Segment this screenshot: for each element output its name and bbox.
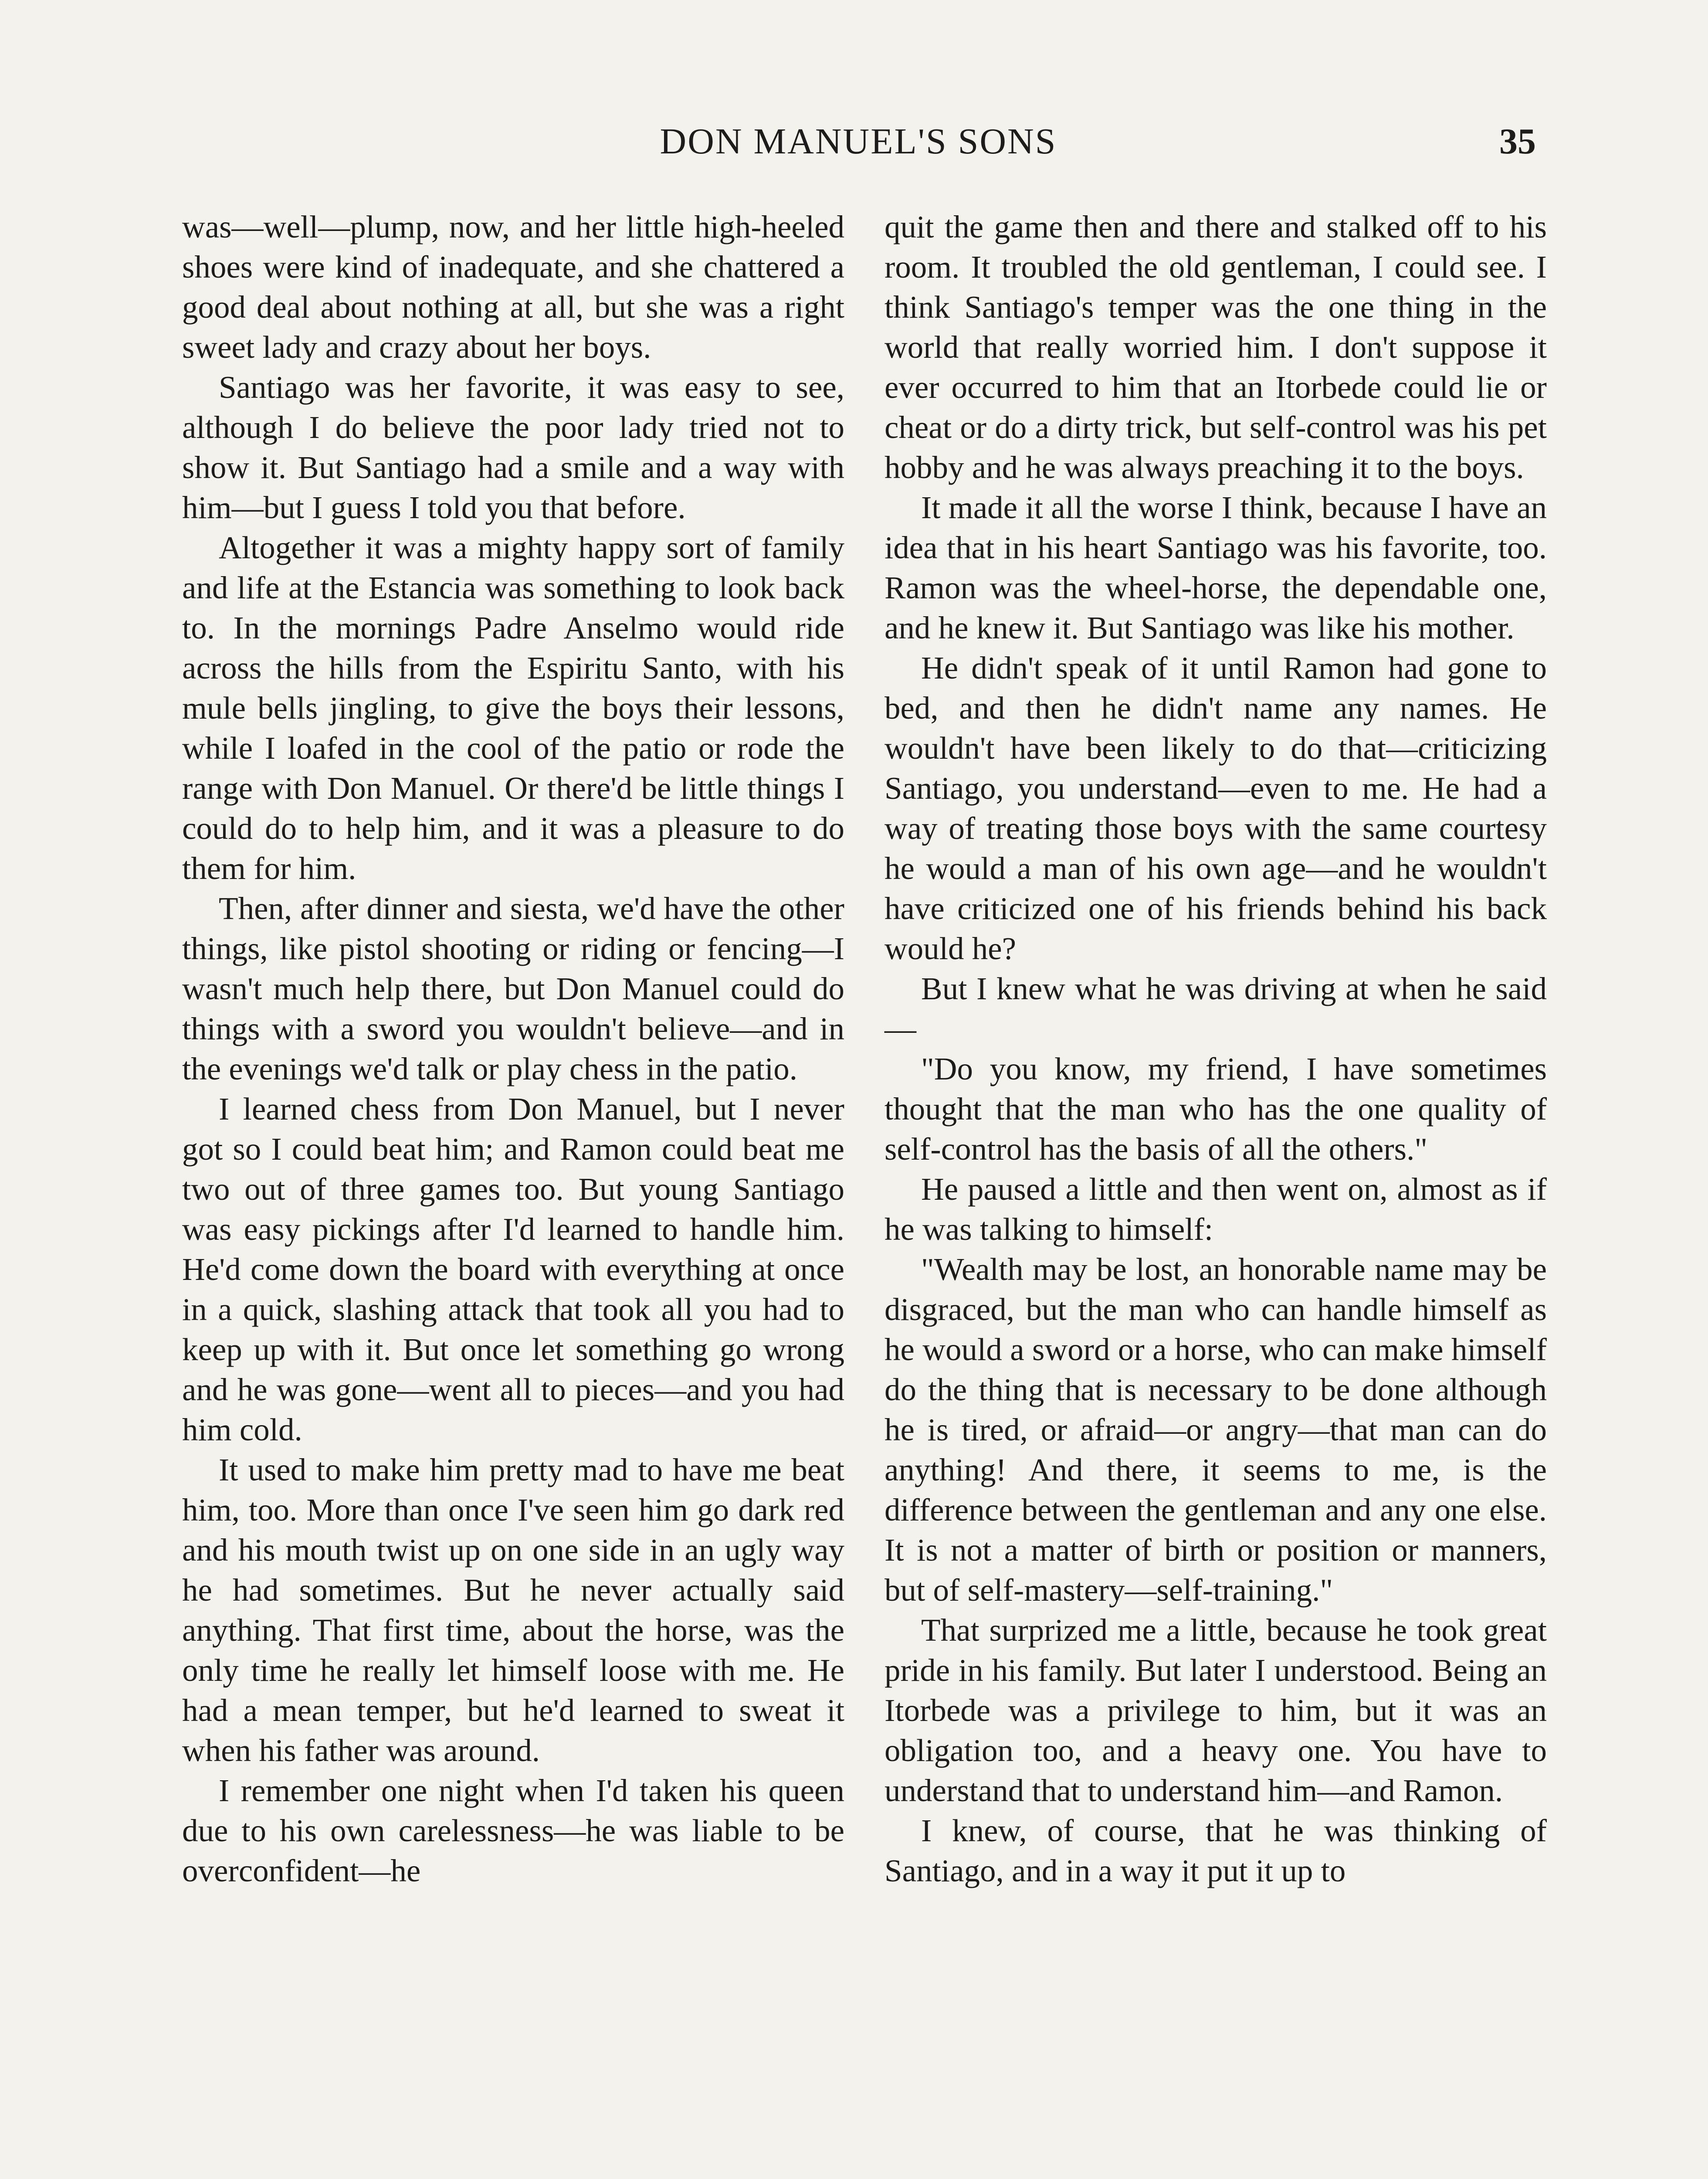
paragraph: That surprized me a little, because he took great pride in his family. But later I understood. Being an Itorbede was a privilege to him, but it was an obligation too, and a heavy one. You have to understand that to understand him—and Ramon. [884,1612,1547,1808]
paragraph: It made it all the worse I think, because I have an idea that in his heart Santiago was his favorite, too. Ramon was the wheel-horse, the dependable one, and he knew it. But Santiago was like his mother. [884,490,1547,645]
running-title: DON MANUEL'S SONS [660,121,1057,162]
paragraph: quit the game then and there and stalked off to his room. It troubled the old gentleman, I could see. I think Santiago's temper was the one thing in the world that really worried him. I don't suppose it ever occurred to him that an Itorbede could lie or cheat or do a dirty trick, but self-control was his pet hobby and he was always preaching it to the boys. [884,209,1547,485]
paragraph: was—well—plump, now, and her little high-heeled shoes were kind of inadequate, and she chattered a good deal about nothing at all, but she was a right sweet lady and crazy about her boys. [182,209,844,365]
page-number: 35 [1499,121,1536,162]
paragraph: Santiago was her favorite, it was easy to see, although I do believe the poor lady tried not to show it. But Santiago had a smile and a way with him—but I guess I told you that before. [182,370,844,525]
page-header [181,118,1536,166]
paragraph: "Do you know, my friend, I have sometimes thought that the man who has the one quality of self-control has the basis of all the others." [884,1051,1547,1167]
paragraph: I knew, of course, that he was thinking of Santiago, and in a way it put it up to [884,1813,1547,1888]
paragraph: He didn't speak of it until Ramon had gone to bed, and then he didn't name any names. He wouldn't have been likely to do that—criticizing Santiago, you understand—even to me. He had a way of treating those boys with the same courtesy he would a man of his own age—and he wouldn't have criticized one of his friends behind his back would he? [884,650,1547,966]
paragraph: It used to make him pretty mad to have me beat him, too. More than once I've seen him go dark red and his mouth twist up on one side in an ugly way he had sometimes. But he never actually said anything. That first time, about the horse, was the only time he really let himself loose with me. He had a mean temper, but he'd learned to sweat it when his father was around. [182,1452,844,1768]
left-column [182,207,844,1891]
paragraph: He paused a little and then went on, almost as if he was talking to himself: [884,1171,1547,1247]
paragraph: Then, after dinner and siesta, we'd have the other things, like pistol shooting or riding or fencing—I wasn't much help there, but Don Manuel could do things with a sword you wouldn't believe—and in the evenings we'd talk or play chess in the patio. [182,891,844,1086]
paragraph: I learned chess from Don Manuel, but I never got so I could beat him; and Ramon could beat me two out of three games too. But young Santiago was easy pickings after I'd learned to handle him. He'd come down the board with everything at once in a quick, slashing attack that took all you had to keep up with it. But once let something go wrong and he was gone—went all to pieces—and you had him cold. [182,1091,844,1447]
paragraph: I remember one night when I'd taken his queen due to his own carelessness—he was liable to be overconfident—he [182,1773,844,1888]
paragraph: But I knew what he was driving at when he said— [884,971,1547,1046]
paragraph: Altogether it was a mighty happy sort of family and life at the Estancia was something to look back to. In the mornings Padre Anselmo would ride across the hills from the Espiritu Santo, with his mule bells jingling, to give the boys their lessons, while I loafed in the cool of the patio or rode the range with Don Manuel. Or there'd be little things I could do to help him, and it was a pleasure to do them for him. [182,530,844,886]
right-column [884,207,1547,1891]
paragraph: "Wealth may be lost, an honorable name may be disgraced, but the man who can handle himself as he would a sword or a horse, who can make himself do the thing that is necessary to be done although he is tired, or afraid—or angry—that man can do anything! And there, it seems to me, is the difference between the gentleman and any one else. It is not a matter of birth or position or manners, but of self-mastery—self-training." [884,1252,1547,1608]
